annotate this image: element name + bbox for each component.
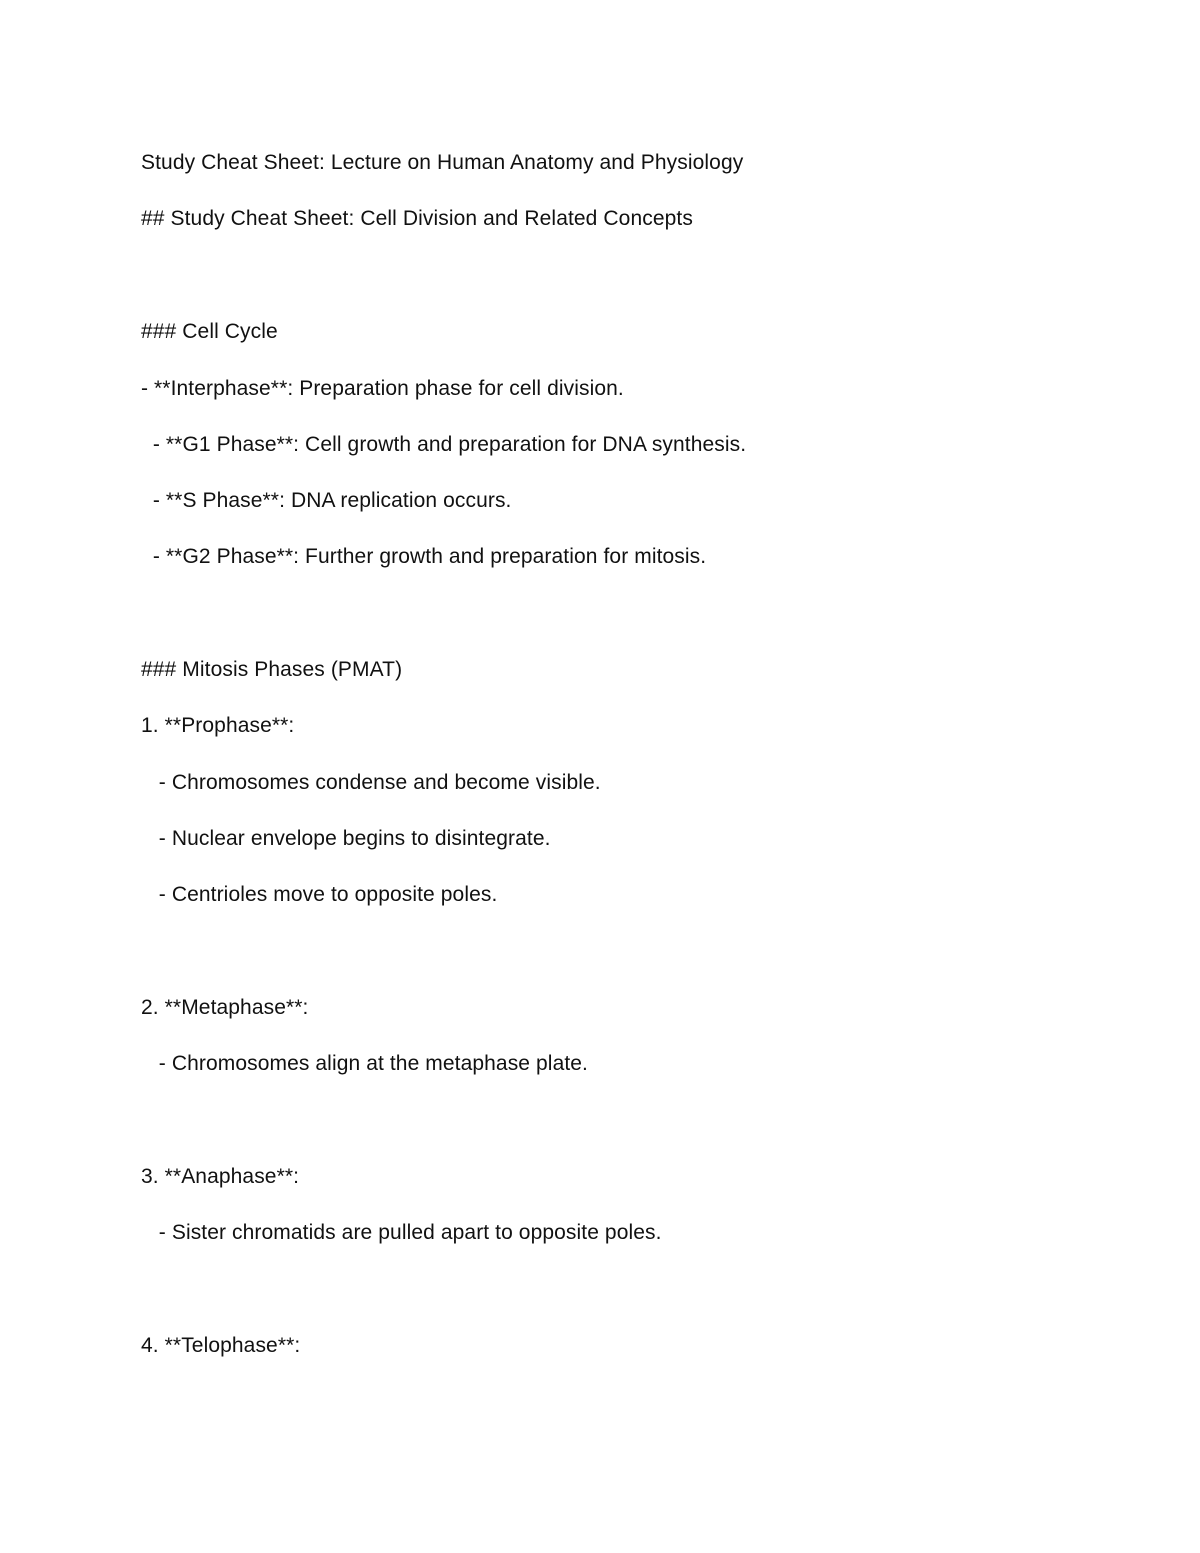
list-item-prophase: 1. **Prophase**: <box>141 714 295 737</box>
list-item-s-phase: - **S Phase**: DNA replication occurs. <box>141 489 512 512</box>
list-item-interphase: - **Interphase**: Preparation phase for cell division. <box>141 377 624 400</box>
list-item-anaphase: 3. **Anaphase**: <box>141 1165 300 1188</box>
list-item-sister-chromatids: - Sister chromatids are pulled apart to opposite poles. <box>141 1221 662 1244</box>
section-heading-cell-division: ## Study Cheat Sheet: Cell Division and Related Concepts <box>141 207 693 230</box>
list-item-chromosomes-align: - Chromosomes align at the metaphase plate. <box>141 1052 588 1075</box>
list-item-nuclear-envelope: - Nuclear envelope begins to disintegrate. <box>141 827 551 850</box>
list-item-chromosomes-condense: - Chromosomes condense and become visible. <box>141 771 601 794</box>
list-item-g2-phase: - **G2 Phase**: Further growth and preparation for mitosis. <box>141 545 707 568</box>
document-title: Study Cheat Sheet: Lecture on Human Anatomy and Physiology <box>141 151 744 174</box>
list-item-centrioles: - Centrioles move to opposite poles. <box>141 883 498 906</box>
list-item-telophase: 4. **Telophase**: <box>141 1334 301 1357</box>
list-item-g1-phase: - **G1 Phase**: Cell growth and preparation for DNA synthesis. <box>141 433 747 456</box>
list-item-metaphase: 2. **Metaphase**: <box>141 996 309 1019</box>
subheading-cell-cycle: ### Cell Cycle <box>141 320 278 343</box>
subheading-mitosis-phases: ### Mitosis Phases (PMAT) <box>141 658 403 681</box>
